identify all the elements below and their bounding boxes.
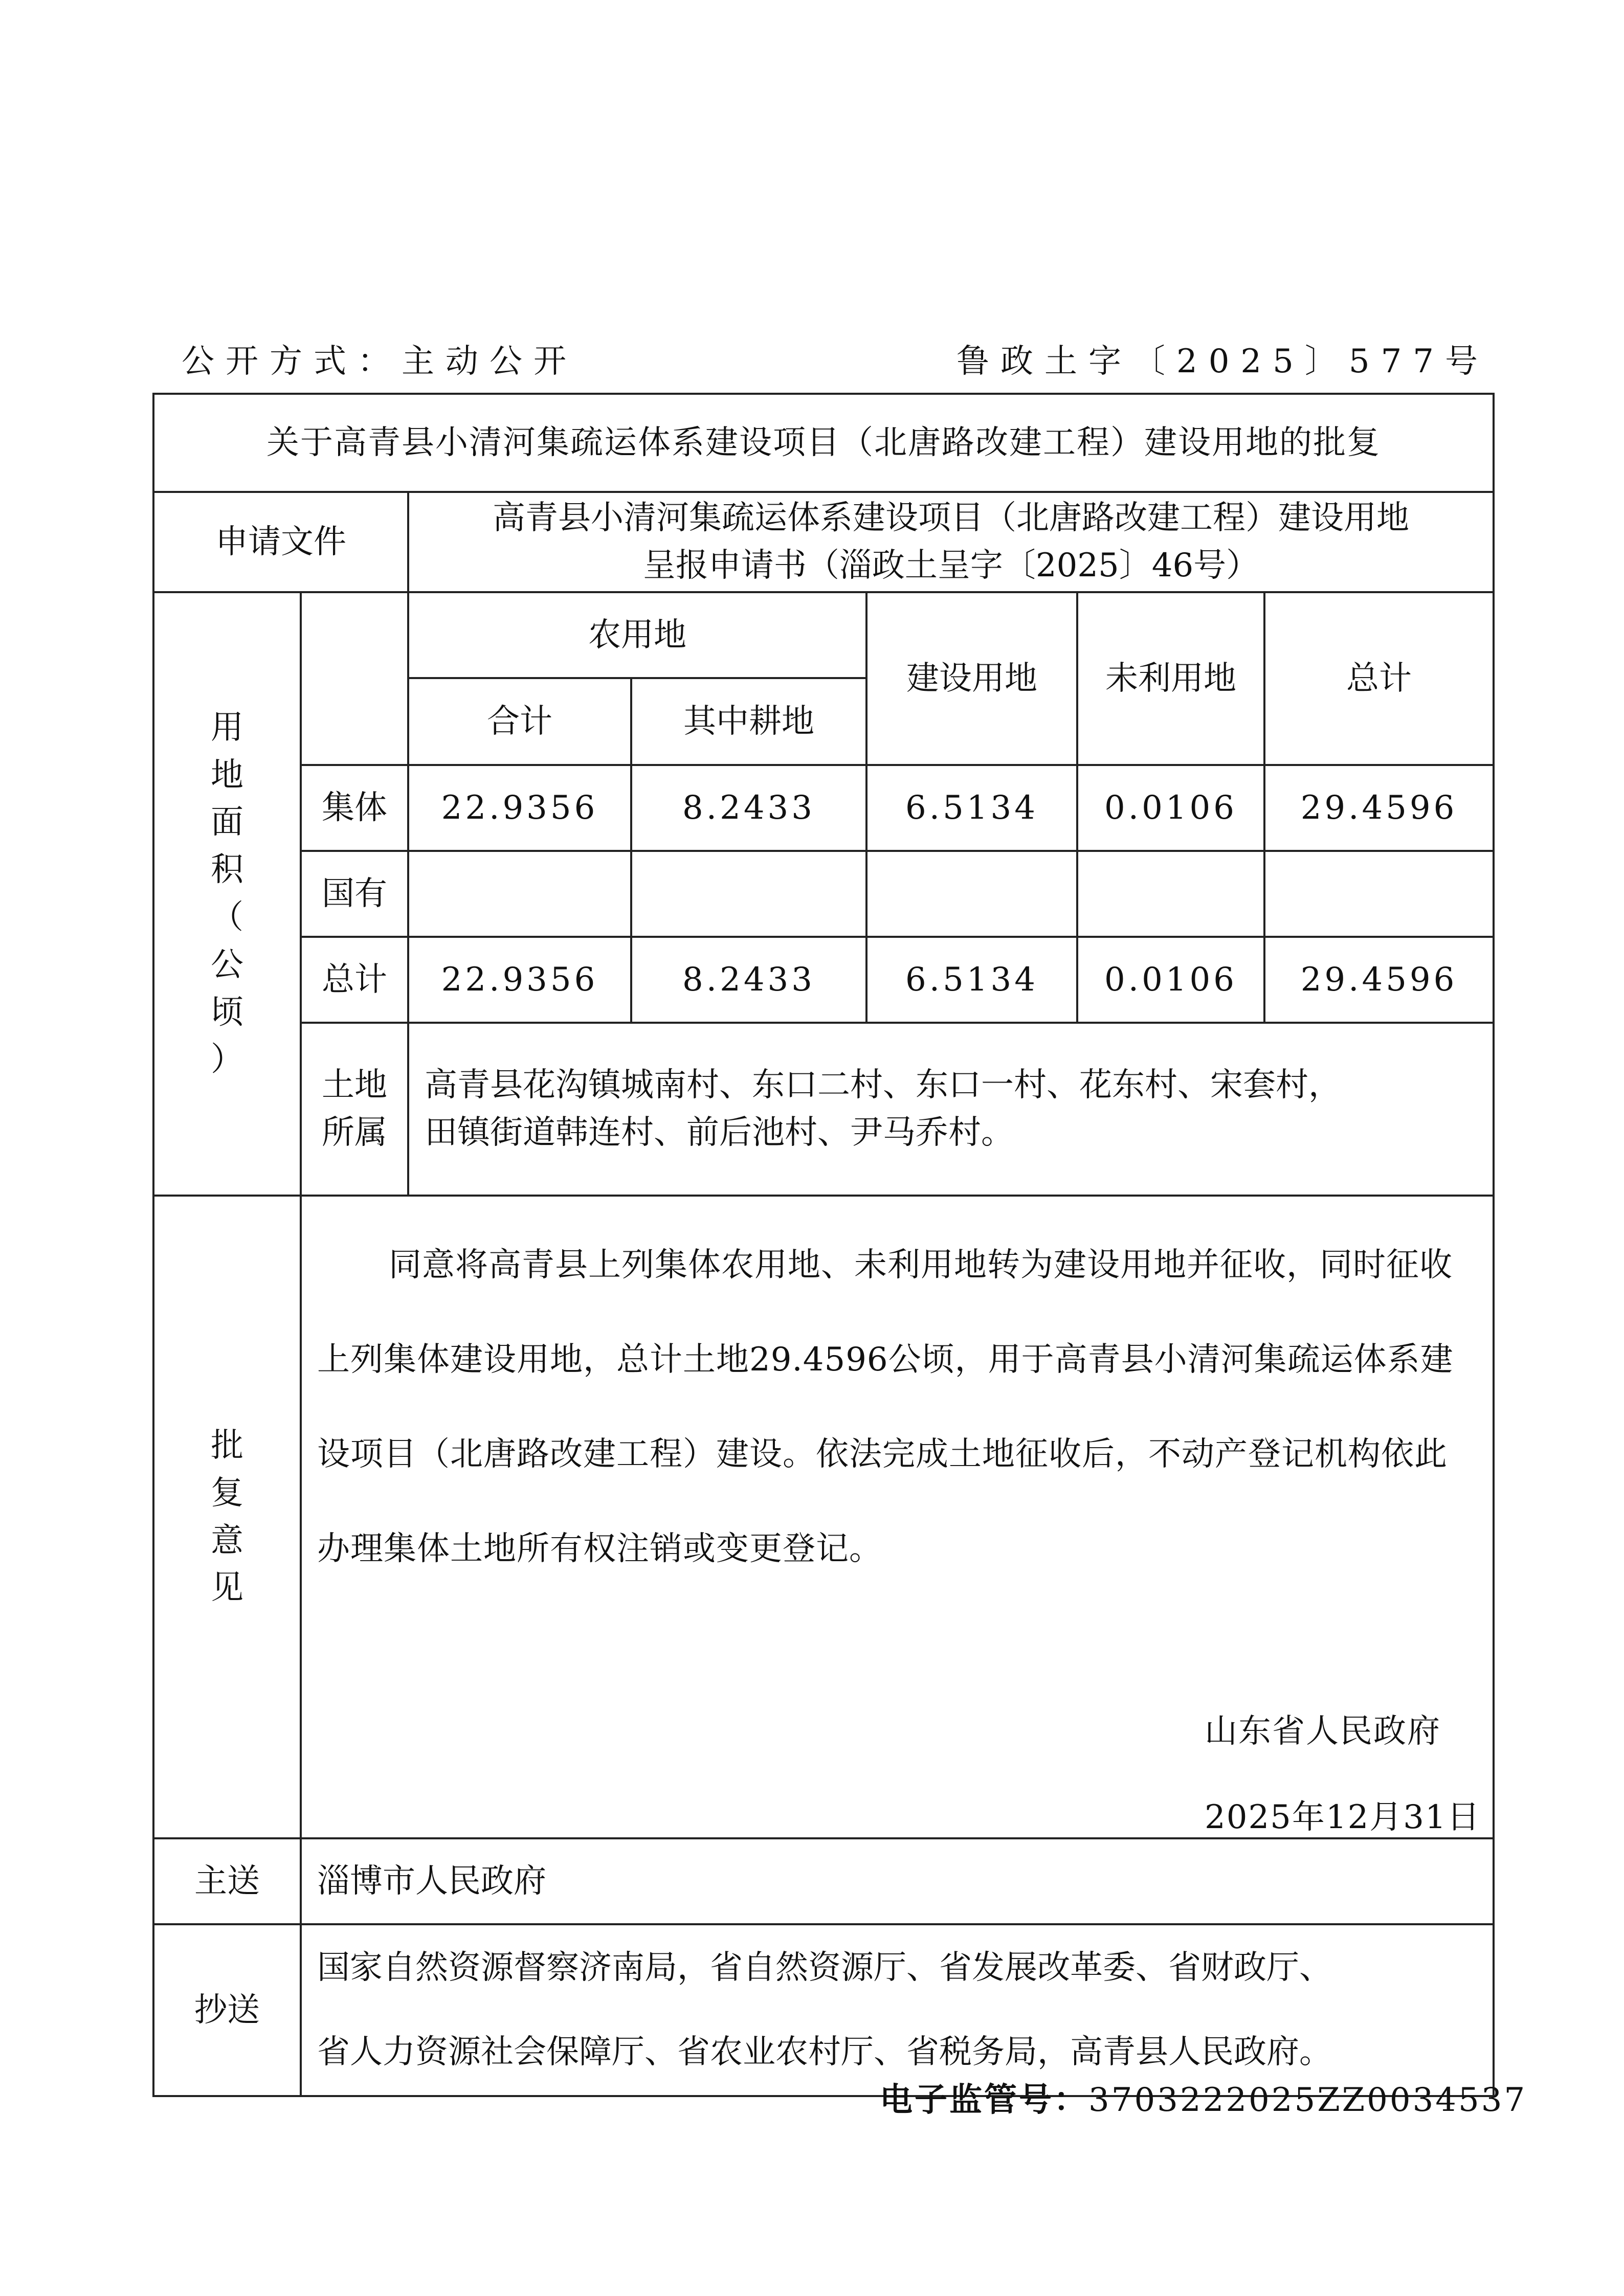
cc-line-2: 省人力资源社会保障厅、省农业农村厅、省税务局，高青县人民政府。 — [317, 2033, 1332, 2071]
cc-value — [301, 1924, 1494, 2096]
signing-authority: 山东省人民政府 — [1205, 1713, 1441, 1750]
cell-agri-arable: 8.2433 — [631, 765, 866, 851]
opinion-label-char: 见 — [211, 1569, 243, 1607]
ownership-label-line-1: 土地 — [322, 1066, 387, 1105]
supervision-number — [880, 2074, 1527, 2121]
table-row — [153, 765, 1494, 851]
area-label-char: ） — [211, 1041, 243, 1079]
application-label: 申请文件 — [153, 492, 408, 592]
ownership-line-2: 田镇街道韩连村、前后池村、尹马乔村。 — [425, 1114, 1014, 1152]
cell-agri-total: 22.9356 — [408, 765, 631, 851]
agri-land-header: 农用地 — [408, 592, 866, 678]
row-label: 总计 — [301, 937, 408, 1023]
cell-agri-total: 22.9356 — [408, 937, 631, 1023]
area-label-char: 用 — [211, 708, 243, 747]
application-line-2: 呈报申请书（淄政土呈字〔2025〕46号） — [642, 547, 1259, 584]
row-label: 国有 — [301, 851, 408, 937]
application-document — [408, 492, 1494, 592]
area-label-char: 面 — [211, 803, 243, 842]
application-line-1: 高青县小清河集疏运体系建设项目（北唐路改建工程）建设用地 — [493, 499, 1410, 537]
approval-table — [152, 393, 1495, 2097]
opinion-label-char: 批 — [211, 1426, 243, 1465]
area-label-char: 顷 — [211, 993, 243, 1031]
send-to-label: 主送 — [153, 1838, 301, 1924]
cell-construction — [866, 851, 1077, 937]
agri-total-header: 合计 — [408, 678, 631, 765]
cell-agri-arable — [631, 851, 866, 937]
cell-agri-arable: 8.2433 — [631, 937, 866, 1023]
row-label: 集体 — [301, 765, 408, 851]
ownership-label-line-2: 所属 — [322, 1114, 387, 1152]
area-label-char: （ — [211, 898, 243, 936]
send-to-value: 淄博市人民政府 — [301, 1838, 1494, 1924]
construction-land-header: 建设用地 — [866, 592, 1077, 765]
header-blank-cell — [301, 592, 408, 765]
disclosure-method: 公开方式：主动公开 — [182, 343, 577, 380]
cc-line-1: 国家自然资源督察济南局，省自然资源厅、省发展改革委、省财政厅、 — [317, 1949, 1332, 1987]
table-row — [153, 851, 1494, 937]
cell-construction: 6.5134 — [866, 937, 1077, 1023]
cell-construction: 6.5134 — [866, 765, 1077, 851]
opinion-text: 同意将高青县上列集体农用地、未利用地转为建设用地并征收，同时征收上列集体建设用地，总计土地29.4596公顷，用于高青县小清河集疏运体系建设项目（北唐路改建工程）建设。依法完成土地征收后，不动产登记机构依此办理集体土地所有权注销或变更登记。 — [317, 1246, 1454, 1568]
cell-unused — [1077, 851, 1264, 937]
opinion-label-char: 意 — [211, 1521, 243, 1560]
cc-label: 抄送 — [153, 1924, 301, 2096]
cell-total: 29.4596 — [1264, 937, 1494, 1023]
area-label-char: 公 — [211, 946, 243, 984]
opinion-label — [153, 1196, 301, 1838]
opinion-label-char: 复 — [211, 1474, 243, 1512]
cell-total: 29.4596 — [1264, 765, 1494, 851]
cell-unused: 0.0106 — [1077, 765, 1264, 851]
document-title: 关于高青县小清河集疏运体系建设项目（北唐路改建工程）建设用地的批复 — [153, 394, 1494, 492]
document-number: 鲁政土字〔2025〕577号 — [956, 343, 1489, 380]
cell-unused: 0.0106 — [1077, 937, 1264, 1023]
supervision-number-label: 电子监管号： — [880, 2081, 1088, 2119]
unused-land-header: 未利用地 — [1077, 592, 1264, 765]
area-label-char: 积 — [211, 851, 243, 889]
table-row — [153, 937, 1494, 1023]
opinion-content — [301, 1196, 1494, 1838]
ownership-line-1: 高青县花沟镇城南村、东口二村、东口一村、花东村、宋套村， — [425, 1066, 1341, 1105]
total-header: 总计 — [1264, 592, 1494, 765]
area-label-char: 地 — [211, 756, 243, 794]
ownership-value — [408, 1023, 1494, 1196]
signing-date: 2025年12月31日 — [1205, 1798, 1481, 1836]
supervision-number-value: 3703222025ZZ0034537 — [1088, 2081, 1527, 2119]
agri-arable-header: 其中耕地 — [631, 678, 866, 765]
cell-agri-total — [408, 851, 631, 937]
ownership-label — [301, 1023, 408, 1196]
land-area-label — [153, 592, 301, 1196]
cell-total — [1264, 851, 1494, 937]
